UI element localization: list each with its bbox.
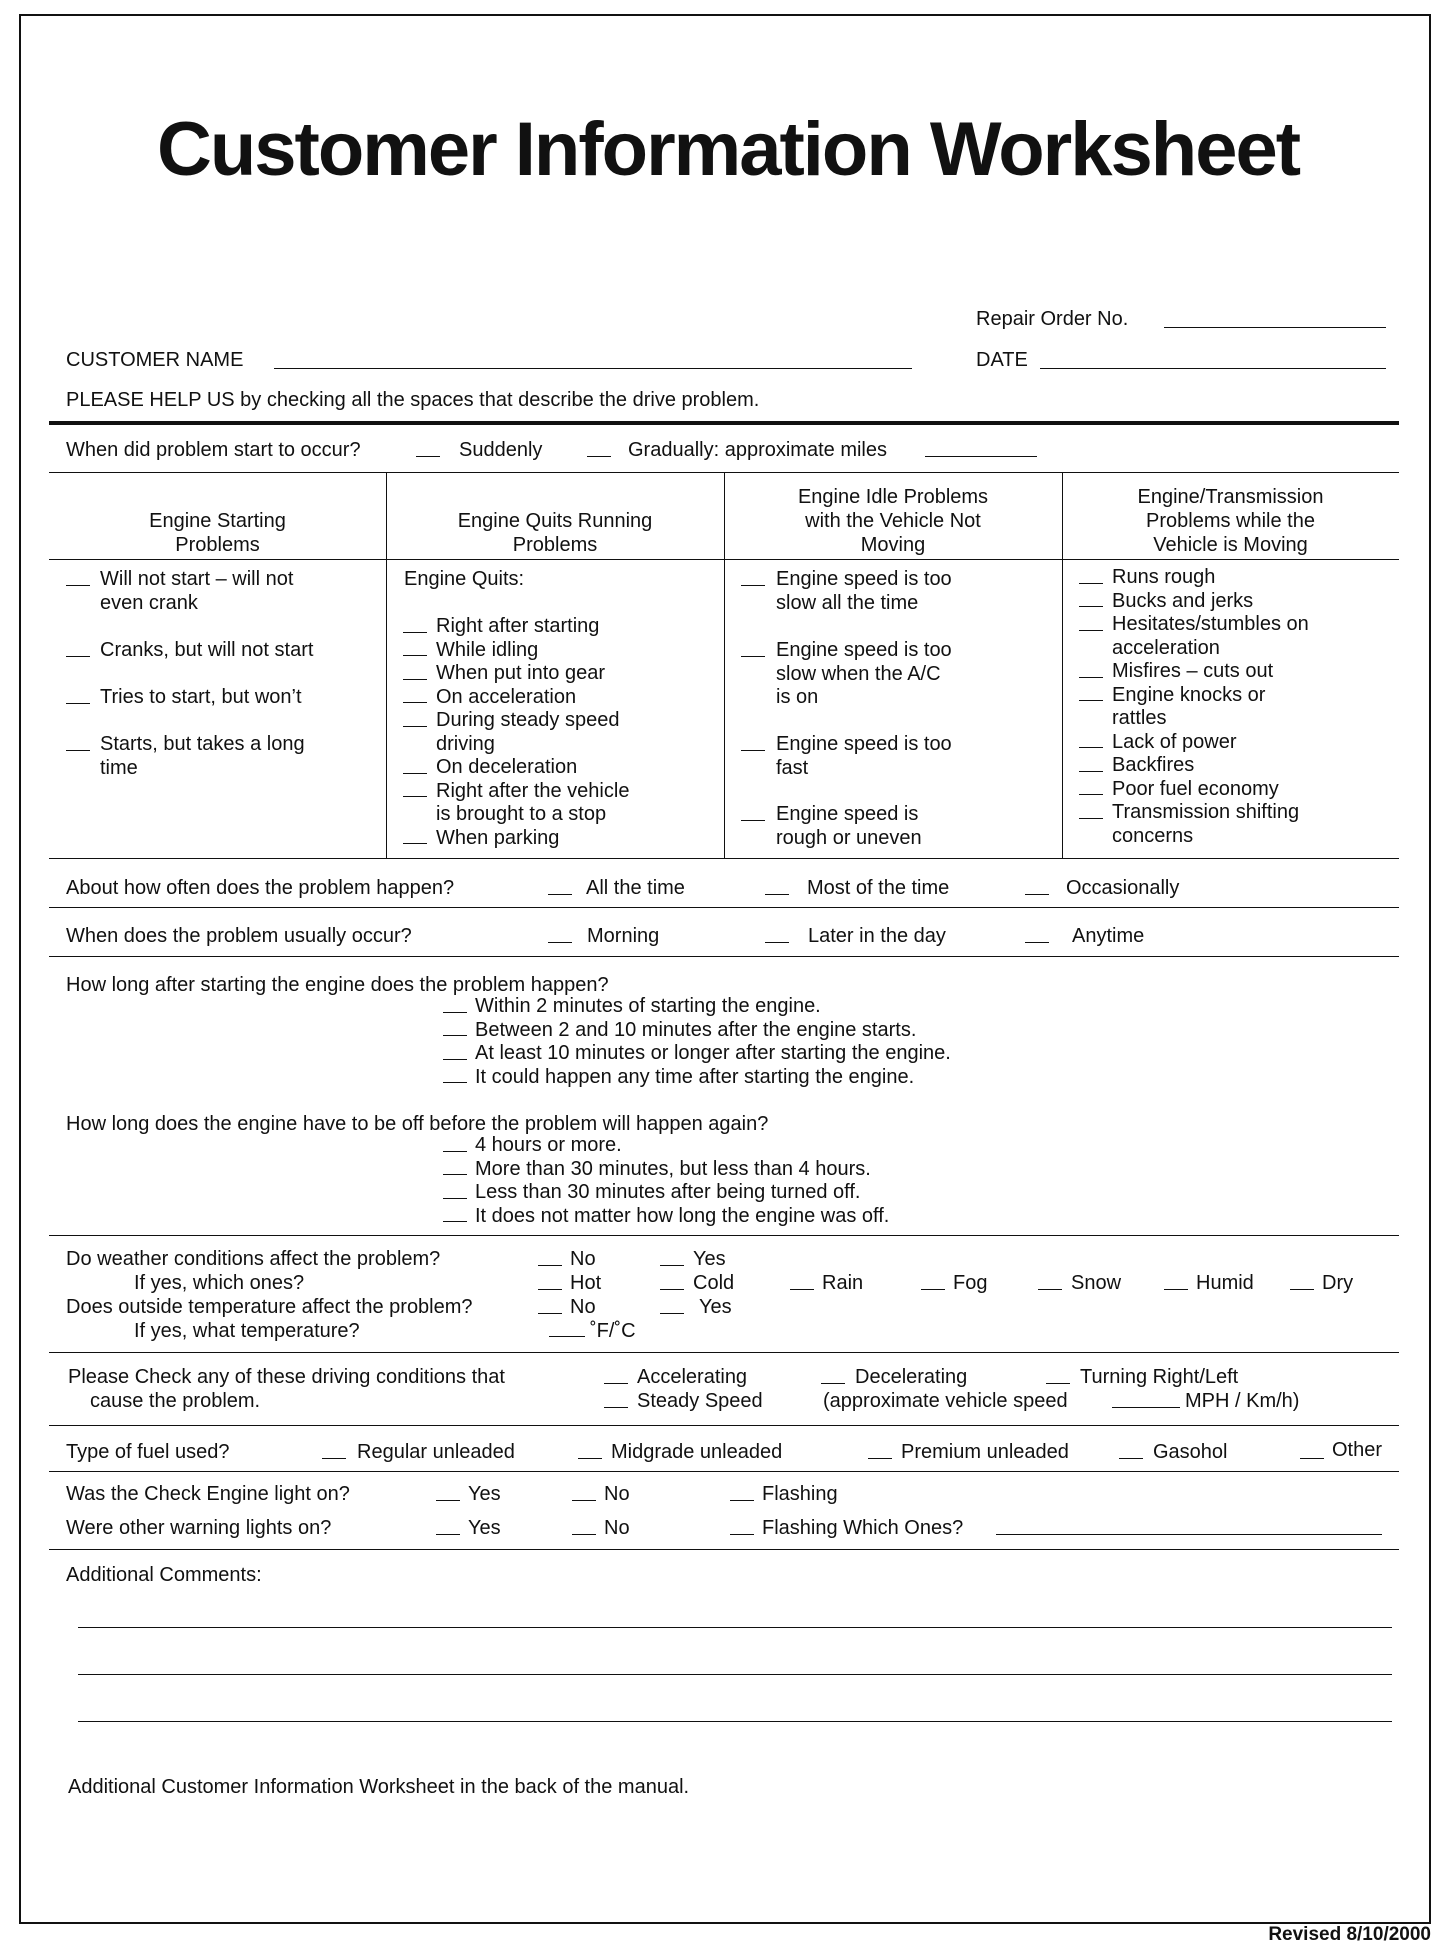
driving-question-line2: cause the problem. (90, 1390, 261, 1412)
weather-snow-label: Snow (1071, 1272, 1122, 1294)
temperature-no-checkbox[interactable] (538, 1313, 562, 1314)
occur-later-checkbox[interactable] (765, 942, 789, 943)
fuel-premium-checkbox[interactable] (868, 1458, 892, 1459)
list-item: Engine speed is too slow when the A/C is on (776, 639, 952, 708)
warning-lights-flashing-label: Flashing Which Ones? (762, 1517, 964, 1539)
repair-order-label: Repair Order No. (976, 308, 1129, 330)
divider (49, 907, 1399, 908)
check-engine-yes-checkbox[interactable] (436, 1500, 460, 1501)
divider (49, 1425, 1399, 1426)
date-label: DATE (976, 349, 1028, 371)
worksheet-frame (19, 14, 1431, 1924)
column-heading-engine-idle: Engine Idle Problems with the Vehicle Not Moving (797, 486, 989, 556)
speed-unit-label: MPH / Km/h) (1185, 1390, 1300, 1412)
checkbox[interactable] (403, 702, 427, 703)
weather-yes-label: Yes (693, 1248, 726, 1270)
occur-anytime-label: Anytime (1072, 925, 1145, 947)
divider (49, 1549, 1399, 1550)
weather-cold-label: Cold (693, 1272, 735, 1294)
driving-question-line1: Please Check any of these driving conditions that (68, 1366, 505, 1388)
check-engine-question: Was the Check Engine light on? (66, 1483, 350, 1505)
temperature-question: Does outside temperature affect the problem? (66, 1296, 473, 1318)
weather-hot-label: Hot (570, 1272, 602, 1294)
comments-line[interactable] (78, 1721, 1392, 1722)
weather-question: Do weather conditions affect the problem? (66, 1248, 441, 1270)
after-start-options: Within 2 minutes of starting the engine. Between 2 and 10 minutes after the engine starts. At least 10 minutes or longer after starting the engine. It could happen any time after starting the engine. (475, 995, 951, 1088)
temperature-yes-label: Yes (699, 1296, 732, 1318)
weather-fog-checkbox[interactable] (921, 1289, 945, 1290)
decelerating-label: Decelerating (855, 1366, 968, 1388)
fuel-premium-label: Premium unleaded (901, 1441, 1069, 1463)
accelerating-checkbox[interactable] (604, 1383, 628, 1384)
warning-lights-which-field[interactable] (996, 1534, 1382, 1535)
fuel-gasohol-checkbox[interactable] (1119, 1458, 1143, 1459)
instructions-text: PLEASE HELP US by checking all the spaces that describe the drive problem. (66, 389, 760, 411)
checkbox[interactable] (443, 1221, 467, 1222)
checkbox[interactable] (403, 796, 427, 797)
weather-which-question: If yes, which ones? (134, 1272, 305, 1294)
start-gradually-label: Gradually: approximate miles (628, 439, 887, 461)
checkbox[interactable] (1079, 630, 1103, 631)
temperature-yes-checkbox[interactable] (660, 1313, 684, 1314)
warning-lights-yes-checkbox[interactable] (436, 1534, 460, 1535)
weather-rain-checkbox[interactable] (790, 1289, 814, 1290)
weather-humid-label: Humid (1196, 1272, 1254, 1294)
warning-lights-question: Were other warning lights on? (66, 1517, 332, 1539)
weather-cold-checkbox[interactable] (660, 1289, 684, 1290)
start-suddenly-checkbox[interactable] (416, 456, 440, 457)
weather-hot-checkbox[interactable] (538, 1289, 562, 1290)
occur-morning-label: Morning (587, 925, 660, 947)
steady-speed-checkbox[interactable] (604, 1407, 628, 1408)
temperature-which-question: If yes, what temperature? (134, 1320, 360, 1342)
fuel-other-checkbox[interactable] (1300, 1458, 1324, 1459)
fuel-regular-checkbox[interactable] (322, 1458, 346, 1459)
start-question: When did problem start to occur? (66, 439, 361, 461)
fuel-regular-label: Regular unleaded (357, 1441, 515, 1463)
comments-line[interactable] (78, 1674, 1392, 1675)
divider (49, 1235, 1399, 1236)
start-suddenly-label: Suddenly (459, 439, 543, 461)
checkbox[interactable] (403, 843, 427, 844)
checkbox[interactable] (443, 1151, 467, 1152)
weather-no-label: No (570, 1248, 596, 1270)
fuel-question: Type of fuel used? (66, 1441, 230, 1463)
divider (49, 1471, 1399, 1472)
column-heading-engine-quits: Engine Quits Running Problems (457, 510, 653, 556)
list-item: Right after starting While idling When put into gear On acceleration During steady speed driving On deceleration Right after the vehicle is brought to a stop When parking (436, 615, 630, 849)
warning-lights-flashing-checkbox[interactable] (730, 1534, 754, 1535)
approx-speed-label: (approximate vehicle speed (823, 1390, 1068, 1412)
after-start-question: How long after starting the engine does the problem happen? (66, 974, 609, 996)
comments-line[interactable] (78, 1627, 1392, 1628)
checkbox[interactable] (403, 679, 427, 680)
fuel-gasohol-label: Gasohol (1153, 1441, 1228, 1463)
checkbox[interactable] (741, 585, 765, 586)
checkbox[interactable] (1079, 606, 1103, 607)
checkbox[interactable] (443, 1035, 467, 1036)
checkbox[interactable] (741, 750, 765, 751)
off-time-options: 4 hours or more. More than 30 minutes, but less than 4 hours. Less than 30 minutes after being turned off. It does not matter how long the engine was off. (475, 1134, 890, 1227)
checkbox[interactable] (443, 1012, 467, 1013)
divider (49, 956, 1399, 957)
frequency-all-label: All the time (586, 877, 685, 899)
decelerating-checkbox[interactable] (821, 1383, 845, 1384)
frequency-occasionally-checkbox[interactable] (1025, 894, 1049, 895)
temperature-no-label: No (570, 1296, 596, 1318)
checkbox[interactable] (1079, 818, 1103, 819)
frequency-question: About how often does the problem happen? (66, 877, 455, 899)
checkbox[interactable] (1079, 583, 1103, 584)
turning-checkbox[interactable] (1046, 1383, 1070, 1384)
checkbox[interactable] (403, 726, 427, 727)
checkbox[interactable] (1079, 747, 1103, 748)
weather-humid-checkbox[interactable] (1164, 1289, 1188, 1290)
frequency-most-checkbox[interactable] (765, 894, 789, 895)
check-engine-no-label: No (604, 1483, 630, 1505)
warning-lights-no-label: No (604, 1517, 630, 1539)
repair-order-field[interactable] (1164, 327, 1386, 328)
vehicle-speed-field[interactable] (1112, 1407, 1180, 1408)
approximate-miles-field[interactable] (925, 456, 1037, 457)
checkbox[interactable] (66, 656, 90, 657)
list-item: Cranks, but will not start (100, 639, 314, 661)
weather-fog-label: Fog (953, 1272, 988, 1294)
occur-later-label: Later in the day (808, 925, 946, 947)
list-item: Engine speed is rough or uneven (776, 803, 922, 849)
check-engine-flashing-label: Flashing (762, 1483, 838, 1505)
checkbox[interactable] (66, 703, 90, 704)
column-heading-engine-transmission: Engine/Transmission Problems while the Vehicle is Moving (1137, 486, 1324, 556)
customer-name-field[interactable] (274, 368, 912, 369)
checkbox[interactable] (403, 773, 427, 774)
engine-quits-intro: Engine Quits: (404, 568, 525, 590)
fuel-other-label: Other (1332, 1439, 1383, 1461)
column-heading-engine-starting: Engine Starting Problems (149, 510, 286, 556)
divider (49, 421, 1399, 425)
occur-question: When does the problem usually occur? (66, 925, 412, 947)
checkbox[interactable] (443, 1198, 467, 1199)
list-item: Starts, but takes a long time (100, 733, 305, 779)
list-item: Engine speed is too fast (776, 733, 952, 779)
weather-rain-label: Rain (822, 1272, 864, 1294)
checkbox[interactable] (1079, 700, 1103, 701)
warning-lights-yes-label: Yes (468, 1517, 501, 1539)
checkbox[interactable] (403, 655, 427, 656)
checkbox[interactable] (1079, 677, 1103, 678)
fuel-midgrade-label: Midgrade unleaded (611, 1441, 783, 1463)
check-engine-yes-label: Yes (468, 1483, 501, 1505)
checkbox[interactable] (1079, 794, 1103, 795)
steady-speed-label: Steady Speed (637, 1390, 763, 1412)
list-item: Engine speed is too slow all the time (776, 568, 952, 614)
accelerating-label: Accelerating (637, 1366, 748, 1388)
checkbox[interactable] (443, 1174, 467, 1175)
occur-morning-checkbox[interactable] (548, 942, 572, 943)
divider (49, 858, 1399, 859)
checkbox[interactable] (403, 632, 427, 633)
divider (49, 1352, 1399, 1353)
list-item: Tries to start, but won’t (100, 686, 302, 708)
list-item: Will not start – will not even crank (100, 568, 294, 614)
comments-label: Additional Comments: (66, 1564, 262, 1586)
temperature-unit: ˚F/˚C (590, 1320, 636, 1342)
checkbox[interactable] (741, 820, 765, 821)
frequency-occasionally-label: Occasionally (1066, 877, 1180, 899)
checkbox[interactable] (741, 656, 765, 657)
check-engine-flashing-checkbox[interactable] (730, 1500, 754, 1501)
turning-label: Turning Right/Left (1080, 1366, 1239, 1388)
check-engine-no-checkbox[interactable] (572, 1500, 596, 1501)
warning-lights-no-checkbox[interactable] (572, 1534, 596, 1535)
weather-dry-label: Dry (1322, 1272, 1354, 1294)
revised-date: Revised 8/10/2000 (1268, 1924, 1431, 1945)
date-field[interactable] (1040, 368, 1386, 369)
temperature-field[interactable] (549, 1336, 585, 1337)
list-item: Runs rough Bucks and jerks Hesitates/stumbles on acceleration Misfires – cuts out Engine knocks or rattles Lack of power Backfires Poor fuel economy Transmission shifting concerns (1112, 566, 1309, 847)
checkbox[interactable] (443, 1059, 467, 1060)
off-time-question: How long does the engine have to be off before the problem will happen again? (66, 1113, 769, 1135)
weather-yes-checkbox[interactable] (660, 1265, 684, 1266)
frequency-most-label: Most of the time (807, 877, 950, 899)
weather-dry-checkbox[interactable] (1290, 1289, 1314, 1290)
occur-anytime-checkbox[interactable] (1025, 942, 1049, 943)
start-gradually-checkbox[interactable] (587, 456, 611, 457)
weather-snow-checkbox[interactable] (1038, 1289, 1062, 1290)
customer-name-label: CUSTOMER NAME (66, 349, 244, 371)
checkbox[interactable] (1079, 771, 1103, 772)
fuel-midgrade-checkbox[interactable] (578, 1458, 602, 1459)
checkbox[interactable] (443, 1082, 467, 1083)
weather-no-checkbox[interactable] (538, 1265, 562, 1266)
footer-note: Additional Customer Information Worksheet in the back of the manual. (68, 1776, 690, 1798)
checkbox[interactable] (66, 750, 90, 751)
frequency-all-checkbox[interactable] (548, 894, 572, 895)
checkbox[interactable] (66, 585, 90, 586)
page-title: Customer Information Worksheet (156, 107, 1300, 192)
